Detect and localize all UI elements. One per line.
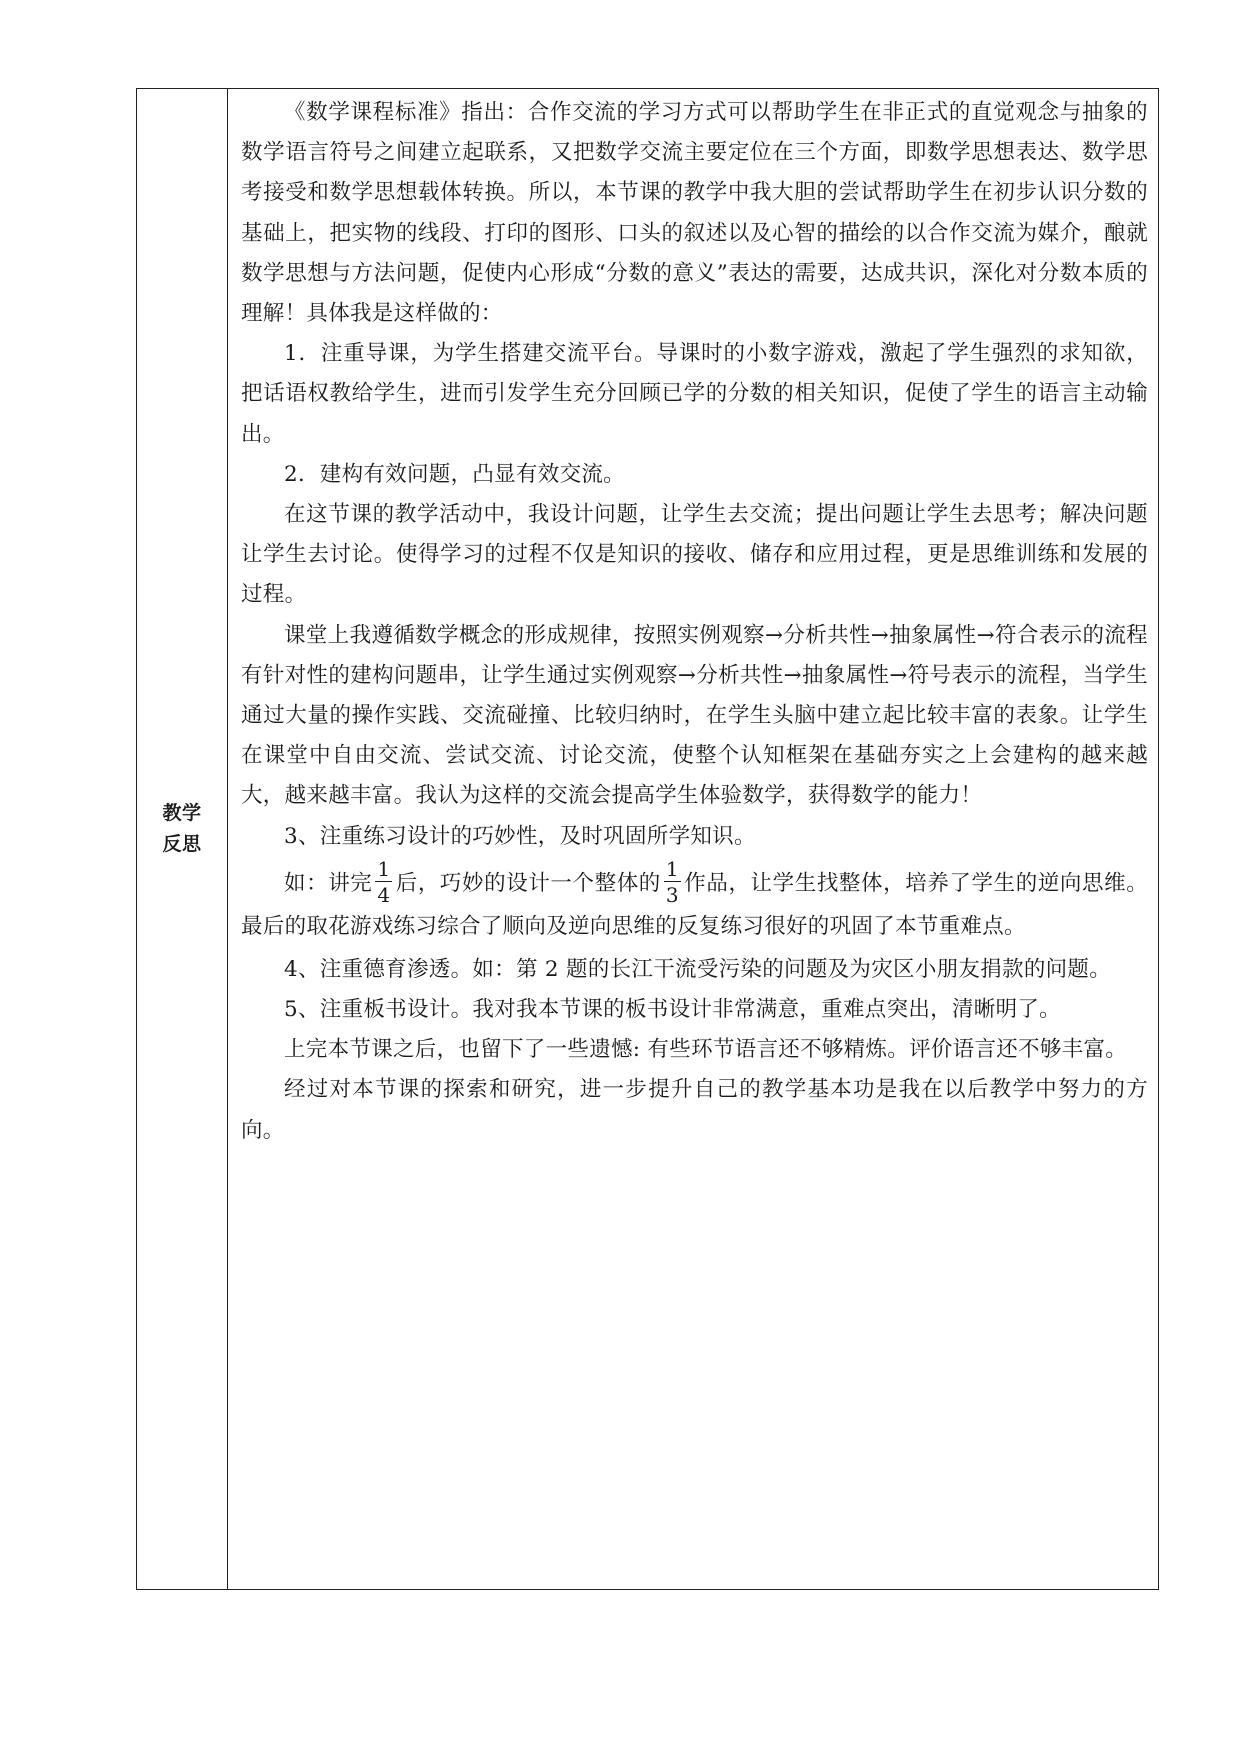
row-label-line-1: 教学 <box>162 802 202 824</box>
paragraph-intro: 《数学课程标准》指出：合作交流的学习方式可以帮助学生在非正式的直觉观念与抽象的数学语言符号之间建立起联系，又把数学交流主要定位在三个方面，即数学思想表达、数学思考接受和数学思想载体转换。所以，本节课的教学中我大胆的尝试帮助学生在初步认识分数的基础上，把实物的线段、打印的图形、口头的叙述以及心智的描绘的以合作交流为媒介，酿就数学思想与方法问题，促使内心形成“分数的意义”表达的需要，达成共识，深化对分数本质的理解！具体我是这样做的： <box>241 100 1148 327</box>
reflection-table <box>136 88 1159 1590</box>
fraction-denominator: 4 <box>377 882 391 907</box>
paragraph-classroom: 课堂上我遵循数学概念的形成规律，按照实例观察→分析共性→抽象属性→符合表示的流程有针对性的建构问题串，让学生通过实例观察→分析共性→抽象属性→符号表示的流程，当学生通过大量的操作实践、交流碰撞、比较归纳时，在学生头脑中建立起比较丰富的表象。让学生在课堂中自由交流、尝试交流、讨论交流，使整个认知框架在基础夯实之上会建构的越来越大，越来越丰富。我认为这样的交流会提高学生体验数学，获得数学的能力！ <box>241 622 1148 809</box>
fraction-denominator: 3 <box>665 882 679 907</box>
paragraph-fraction-example <box>241 857 1148 950</box>
row-label-cell <box>137 89 228 1589</box>
reflection-content-cell <box>228 89 1158 1589</box>
paragraph-point-2-detail: 在这节课的教学活动中，我设计问题，让学生去交流；提出问题让学生去思考；解决问题让学生去讨论。使得学习的过程不仅是知识的接收、储存和应用过程，更是思维训练和发展的过程。 <box>241 502 1148 608</box>
fraction-one-quarter <box>375 856 392 907</box>
fraction-text-3: 作品，让学生找整体，培养了学生的逆向思维。最后的取花游戏练习综合了顺向及逆向思维的反复练习很好的巩固了本节重难点。 <box>241 870 1149 939</box>
paragraph-point-5: 5、注重板书设计。我对我本节课的板书设计非常满意，重难点突出，清晰明了。 <box>284 997 1061 1023</box>
fraction-text-2: 后，巧妙的设计一个整体的 <box>395 870 661 896</box>
fraction-numerator: 1 <box>377 856 391 881</box>
fraction-text-1: 如：讲完 <box>284 870 373 896</box>
fraction-numerator: 1 <box>665 856 679 881</box>
paragraph-point-2: 2．建构有效问题，凸显有效交流。 <box>284 461 625 487</box>
paragraph-point-3: 3、注重练习设计的巧妙性，及时巩固所学知识。 <box>284 823 756 849</box>
row-label-line-2: 反思 <box>162 833 202 855</box>
paragraph-point-4: 4、注重德育渗透。如：第 2 题的长江干流受污染的问题及为灾区小朋友捐款的问题。 <box>284 956 1112 982</box>
paragraph-point-1: 1．注重导课，为学生搭建交流平台。导课时的小数字游戏，激起了学生强烈的求知欲，把话语权教给学生，进而引发学生充分回顾已学的分数的相关知识，促使了学生的语言主动输出。 <box>241 341 1148 447</box>
fraction-one-third <box>664 856 681 907</box>
row-label <box>162 798 202 860</box>
paragraph-regrets: 上完本节课之后，也留下了一些遗憾: 有些环节语言还不够精炼。评价语言还不够丰富。 <box>284 1037 1128 1063</box>
paragraph-conclusion: 经过对本节课的探索和研究，进一步提升自己的教学基本功是我在以后教学中努力的方向。 <box>241 1077 1148 1143</box>
